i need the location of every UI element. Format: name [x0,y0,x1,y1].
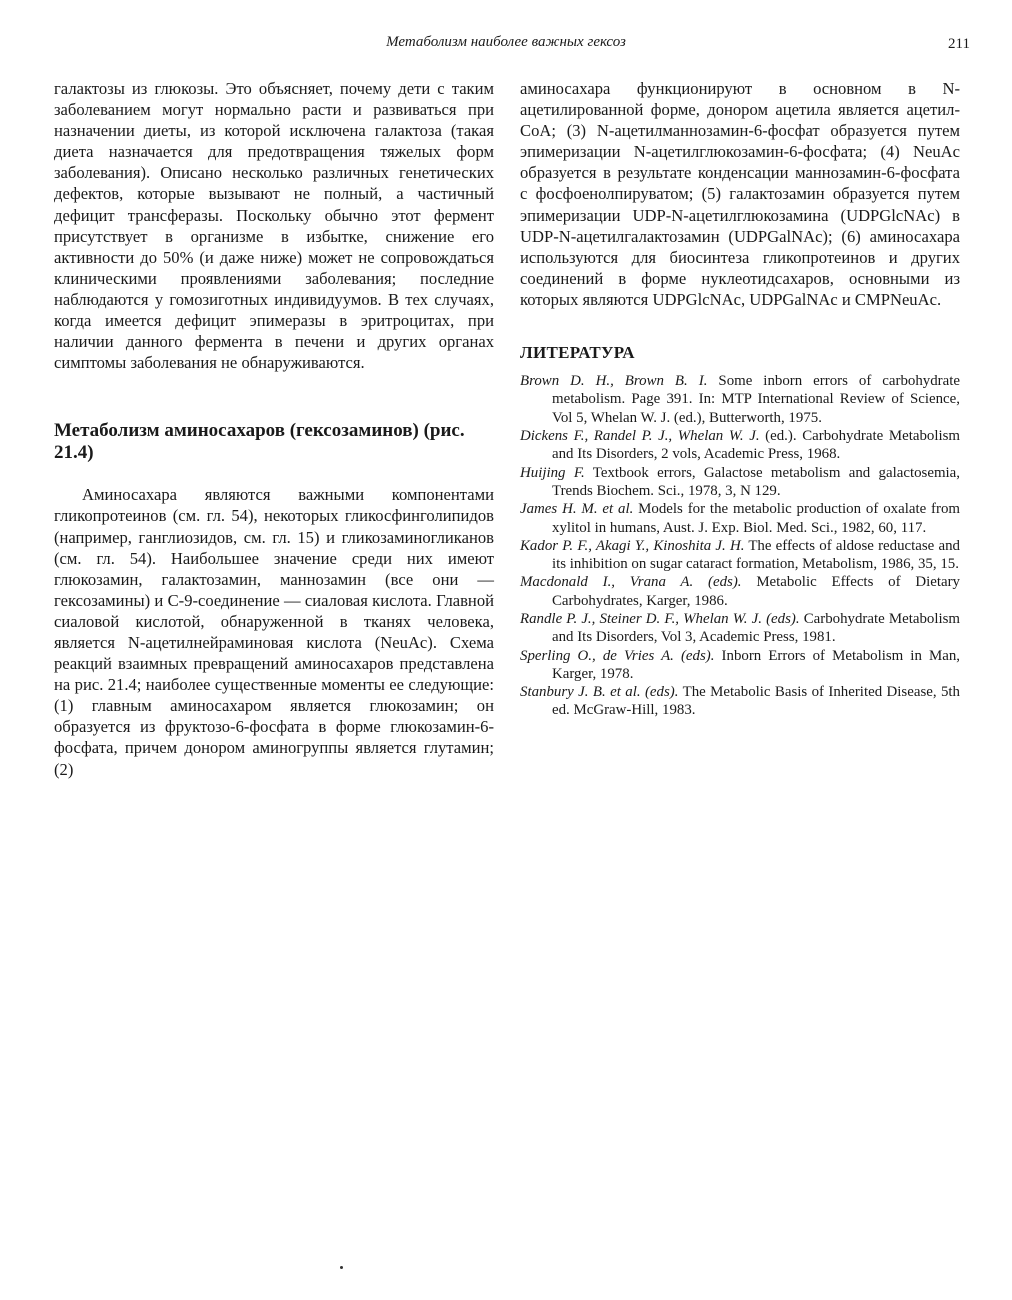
left-column [54,78,494,780]
reference-item [520,647,960,684]
reference-text: Textbook errors, Galactose metabolism and galactosemia, Trends Biochem. Sci., 1978, 3, N 129. [552,464,960,499]
reference-authors: Kador P. F., Akagi Y., Kinoshita J. H. [520,537,745,554]
reference-item [520,537,960,574]
reference-text: Inborn Errors of Metabolism in Man, Karger, 1978. [552,647,960,682]
reference-item [520,683,960,720]
reference-text: (ed.). Carbohydrate Metabolism and Its Disorders, 2 vols, Academic Press, 1968. [552,428,960,463]
reference-authors: Dickens F., Randel P. J., Whelan W. J. [520,428,760,445]
reference-authors: Huijing F. [520,464,585,481]
reference-text: Metabolic Effects of Dietary Carbohydrates, Karger, 1986. [552,574,960,609]
reference-list [520,372,960,720]
literature-heading: ЛИТЕРАТУРА [520,343,635,363]
right-column [520,78,960,720]
reference-text: The effects of aldose reductase and its inhibition on sugar cataract formation, Metabolism, 1986, 35, 15. [552,537,960,573]
reference-item [520,573,960,610]
reference-item [520,427,960,464]
reference-authors: Macdonald I., Vrana A. (eds). [520,574,742,591]
reference-text: The Metabolic Basis of Inherited Disease, 5th ed. McGraw-Hill, 1983. [552,684,960,719]
reference-text: Carbohydrate Metabolism and Its Disorders, Vol 3, Academic Press, 1981. [552,610,961,646]
running-title: Метаболизм наиболее важных гексоз [386,34,626,50]
reference-text: Some inborn errors of carbohydrate metabolism. Page 391. In: MTP International Review of Science, Vol 5, Whelan W. J. (ed.), Butterworth, 1975. [552,373,960,426]
reference-authors: James H. M. et al. [520,501,634,518]
reference-authors: Randle P. J., Steiner D. F., Whelan W. J. (eds). [520,610,800,627]
reference-text: Models for the metabolic production of oxalate from xylitol in humans, Aust. J. Exp. Biol. Med. Sci., 1982, 60, 117. [552,501,960,536]
reference-item [520,464,960,501]
reference-item [520,610,960,647]
scan-speck [340,1266,343,1269]
reference-authors: Brown D. H., Brown B. I. [520,373,708,390]
reference-item [520,500,960,537]
continuation-paragraph: аминосахара функционируют в основном в N-ацетилированной форме, донором ацетила является ацетил-CoA; (3) N-ацетилманнозамин-6-фосфат образуется путем эпимеризации N-ацетилглюкозамин-6-фосфата; (4) NeuAc образуется в результате конденсации маннозамин-6-фосфата с фосфоенолпируватом; (5) галактозамин образуется путем эпимеризации UDP-N-ацетилглюкозамина (UDPGlcNAc) в UDP-N-ацетилгалактозамин (UDPGalNAc); (6) аминосахара используются для биосинтеза гликопротеинов и других соединений в форме нуклеотидсахаров, основными из которых являются UDPGlcNAc, UDPGalNAc и CMPNeuAc. [520,79,960,309]
intro-paragraph: галактозы из глюкозы. Это объясняет, почему дети с таким заболеванием могут нормально расти и развиваться при назначении диеты, из которой исключена галактоза (такая диета назначается для предотвращения тяжелых форм заболевания). Описано несколько различных генетических дефектов, которые вызывают не полный, а частичный дефицит трансферазы. Поскольку обычно этот фермент присутствует в организме в избытке, снижение его активности до 50% (и даже ниже) может не сопровождаться клиническими проявлениями заболевания; последние наблюдаются у гомозиготных индивидуумов. В тех случаях, когда имеется дефицит эпимеразы в эритроцитах, при наличии данного фермента в печени и других органах симптомы заболевания не обнаруживаются. [54,79,494,373]
reference-item [520,372,960,427]
page-number: 211 [948,36,970,52]
section-paragraph: Аминосахара являются важными компонентами гликопротеинов (см. гл. 54), некоторых гликосфинголипидов (например, ганглиозидов, см. гл. 15) и гликозаминогликанов (см. гл. 54). Наибольшее значение среди них имеют глюкозамин, галактозамин, маннозамин (все они — гексозамины) и C-9-соединение — сиаловая кислота. Главной сиаловой кислотой, обнаруженной в тканях человека, является N-ацетилнейраминовая кислота (NeuAc). Схема реакций взаимных превращений аминосахаров представлена на рис. 21.4; наиболее существенные моменты ее следующие: (1) главным аминосахаром является глюкозамин; он образуется из фруктозо-6-фосфата в форме глюкозамин-6-фосфата, причем донором аминогруппы является глутамин; (2) [54,485,494,779]
reference-authors: Stanbury J. B. et al. (eds). [520,684,679,701]
reference-authors: Sperling O., de Vries A. (eds). [520,647,715,664]
section-heading: Метаболизм аминосахаров (гексозаминов) (рис. 21.4) [54,420,465,464]
